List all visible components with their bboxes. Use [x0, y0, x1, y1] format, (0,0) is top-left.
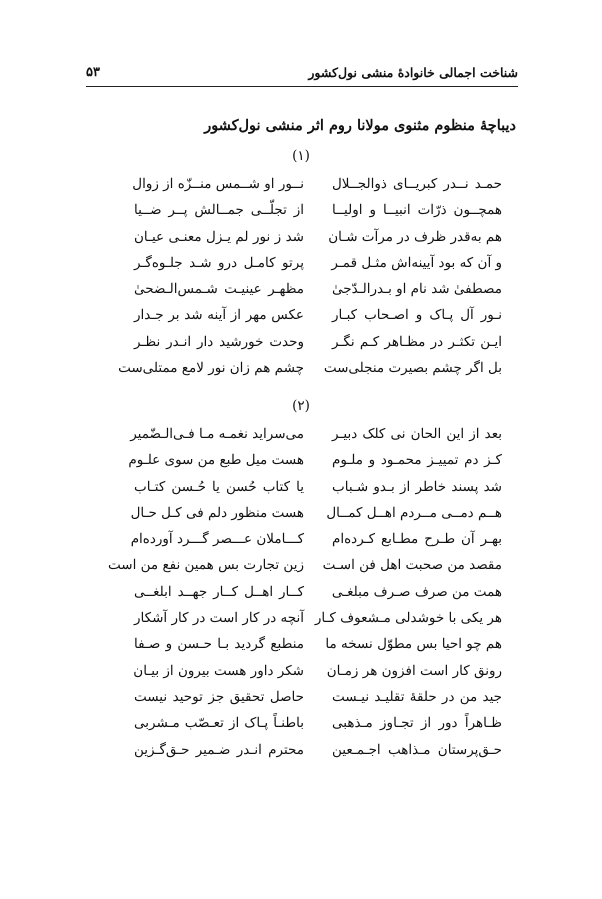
second-hemistich: کـــاملان عـــصر گـــرد آورده‌ام: [130, 531, 304, 548]
first-hemistich: ظـاهراً دور از تجـاوز مـذهبی: [332, 715, 502, 732]
first-hemistich: حـق‌پرستان مـذاهب اجـمـعین: [332, 741, 502, 758]
first-hemistich: نـور آل پـاک و اصـحاب کبـار: [332, 307, 502, 324]
couplet: [108, 553, 502, 579]
first-hemistich: هــم دمــی مــردم اهــل کمــال: [326, 504, 502, 521]
first-hemistich: بهـر آن طـرح مطـابع کـرده‌ام: [332, 531, 502, 548]
couplet: [134, 685, 502, 711]
first-hemistich: بعد از این الحان نی کلک دبیـر: [332, 426, 502, 442]
first-hemistich: هم به‌قدر ظرف در مرآت شـان: [328, 228, 502, 245]
first-hemistich: کـز دم تمییـز محمـود و ملـوم: [332, 452, 502, 469]
first-hemistich: شد پسند خاطر از بـدو شـباب: [332, 478, 502, 495]
couplet: [130, 527, 502, 553]
second-hemistich: می‌سراید نغمـه مـا فـی‌الـضّمیر: [130, 426, 304, 442]
first-hemistich: مقصد من صحبت اهل فن اسـت: [322, 557, 502, 574]
couplet: [134, 606, 502, 632]
first-hemistich: مصطفیٰ شد نام او بـدرالـدّجیٰ: [332, 281, 502, 298]
couplet: [134, 198, 502, 224]
second-hemistich: هست منظور دلم فی کـل حـال: [130, 504, 304, 521]
second-hemistich: چشم هم زان نور لامع ممتلی‌ست: [118, 360, 304, 377]
section-title: دیباچهٔ منظوم مثنوی مولانا روم اثر منشی نول‌کشور: [204, 117, 516, 134]
couplet: [134, 225, 502, 251]
header-rule: [86, 86, 518, 87]
couplet: [134, 711, 502, 737]
couplet: [130, 422, 502, 448]
couplet: [134, 475, 502, 501]
first-hemistich: همت من صرف صـرف مبلغـی: [331, 583, 502, 600]
page-header: [86, 62, 518, 86]
second-hemistich: عکس مهر از آینه شد بر جـدار: [134, 307, 304, 324]
first-hemistich: همچــون ذرّات انبیــا و اولیــا: [332, 202, 502, 219]
second-hemistich: وحدت خورشید دار انـدر نظـر: [134, 333, 304, 350]
first-hemistich: جید من در حلقهٔ تقلیـد نیـست: [332, 688, 502, 705]
second-hemistich: نــور او شــمس منــزّه از زوال: [132, 176, 304, 192]
first-hemistich: ایـن تکثـر در مظـاهر کـم نگـر: [332, 333, 502, 350]
second-hemistich: هست میل طبع من سوی علـوم: [128, 452, 304, 469]
second-hemistich: منطبع گردید بـا حـسن و صـفا: [134, 636, 304, 653]
couplet: [130, 501, 502, 527]
couplet: [134, 303, 502, 329]
couplet: [134, 632, 502, 658]
second-hemistich: محترم انـدر ضـمیر حـق‌گـزین: [134, 741, 304, 758]
stanza-number: (۱): [292, 148, 310, 164]
second-hemistich: کــار اهــل کــار جهــد ابلغــی: [134, 583, 304, 600]
second-hemistich: از تجلّــی جمــالش پــر ضــیا: [134, 202, 304, 219]
second-hemistich: مظهـر عینیـت شـمس‌الـضحیٰ: [134, 281, 304, 298]
couplet: [134, 251, 502, 277]
second-hemistich: باطنـاً پـاک از تعـصّب مـشربی: [134, 715, 304, 732]
couplet: [134, 172, 502, 198]
first-hemistich: رونق کار است افزون هر زمـان: [326, 662, 502, 679]
page-number: ۵۳: [86, 65, 100, 80]
first-hemistich: و آن که بود آیینه‌اش مثـل قمـر: [331, 254, 502, 271]
first-hemistich: هم چو احیا بس مطوّل نسخه ما: [325, 636, 502, 653]
couplet: [134, 277, 502, 303]
second-hemistich: پرتو کامـل درو شـد جلـوه‌گـر: [134, 254, 304, 271]
first-hemistich: هر یکی با خوشدلی مـشعوف کـار: [314, 610, 502, 627]
stanza-2-couplets: [108, 422, 502, 764]
second-hemistich: حاصل تحقیق جز توحید نیست: [134, 688, 304, 705]
running-title: شناخت اجمالی خانوادهٔ منشی نول‌کشور: [308, 65, 518, 80]
couplet: [134, 738, 502, 764]
couplet: [134, 659, 502, 685]
second-hemistich: شکر داور هست بیرون از بیـان: [133, 662, 304, 679]
couplet: [118, 356, 502, 382]
first-hemistich: حمـد نــدر کبریــای ذوالجــلال: [332, 176, 502, 192]
stanza-1-couplets: [118, 172, 502, 382]
couplet: [134, 580, 502, 606]
first-hemistich: بل اگر چشم بصیرت منجلی‌ست: [323, 360, 502, 377]
stanza-number: (۲): [292, 398, 310, 414]
second-hemistich: شد ز نور لم یـزل معنـی عیـان: [134, 228, 304, 245]
second-hemistich: زین تجارت بس همین نفع من است: [108, 557, 304, 574]
couplet: [128, 448, 502, 474]
second-hemistich: یا کتاب حُسن یا حُـسن کتـاب: [134, 478, 304, 495]
couplet: [134, 330, 502, 356]
second-hemistich: آنچه در کار است در کار آشکار: [134, 610, 304, 627]
